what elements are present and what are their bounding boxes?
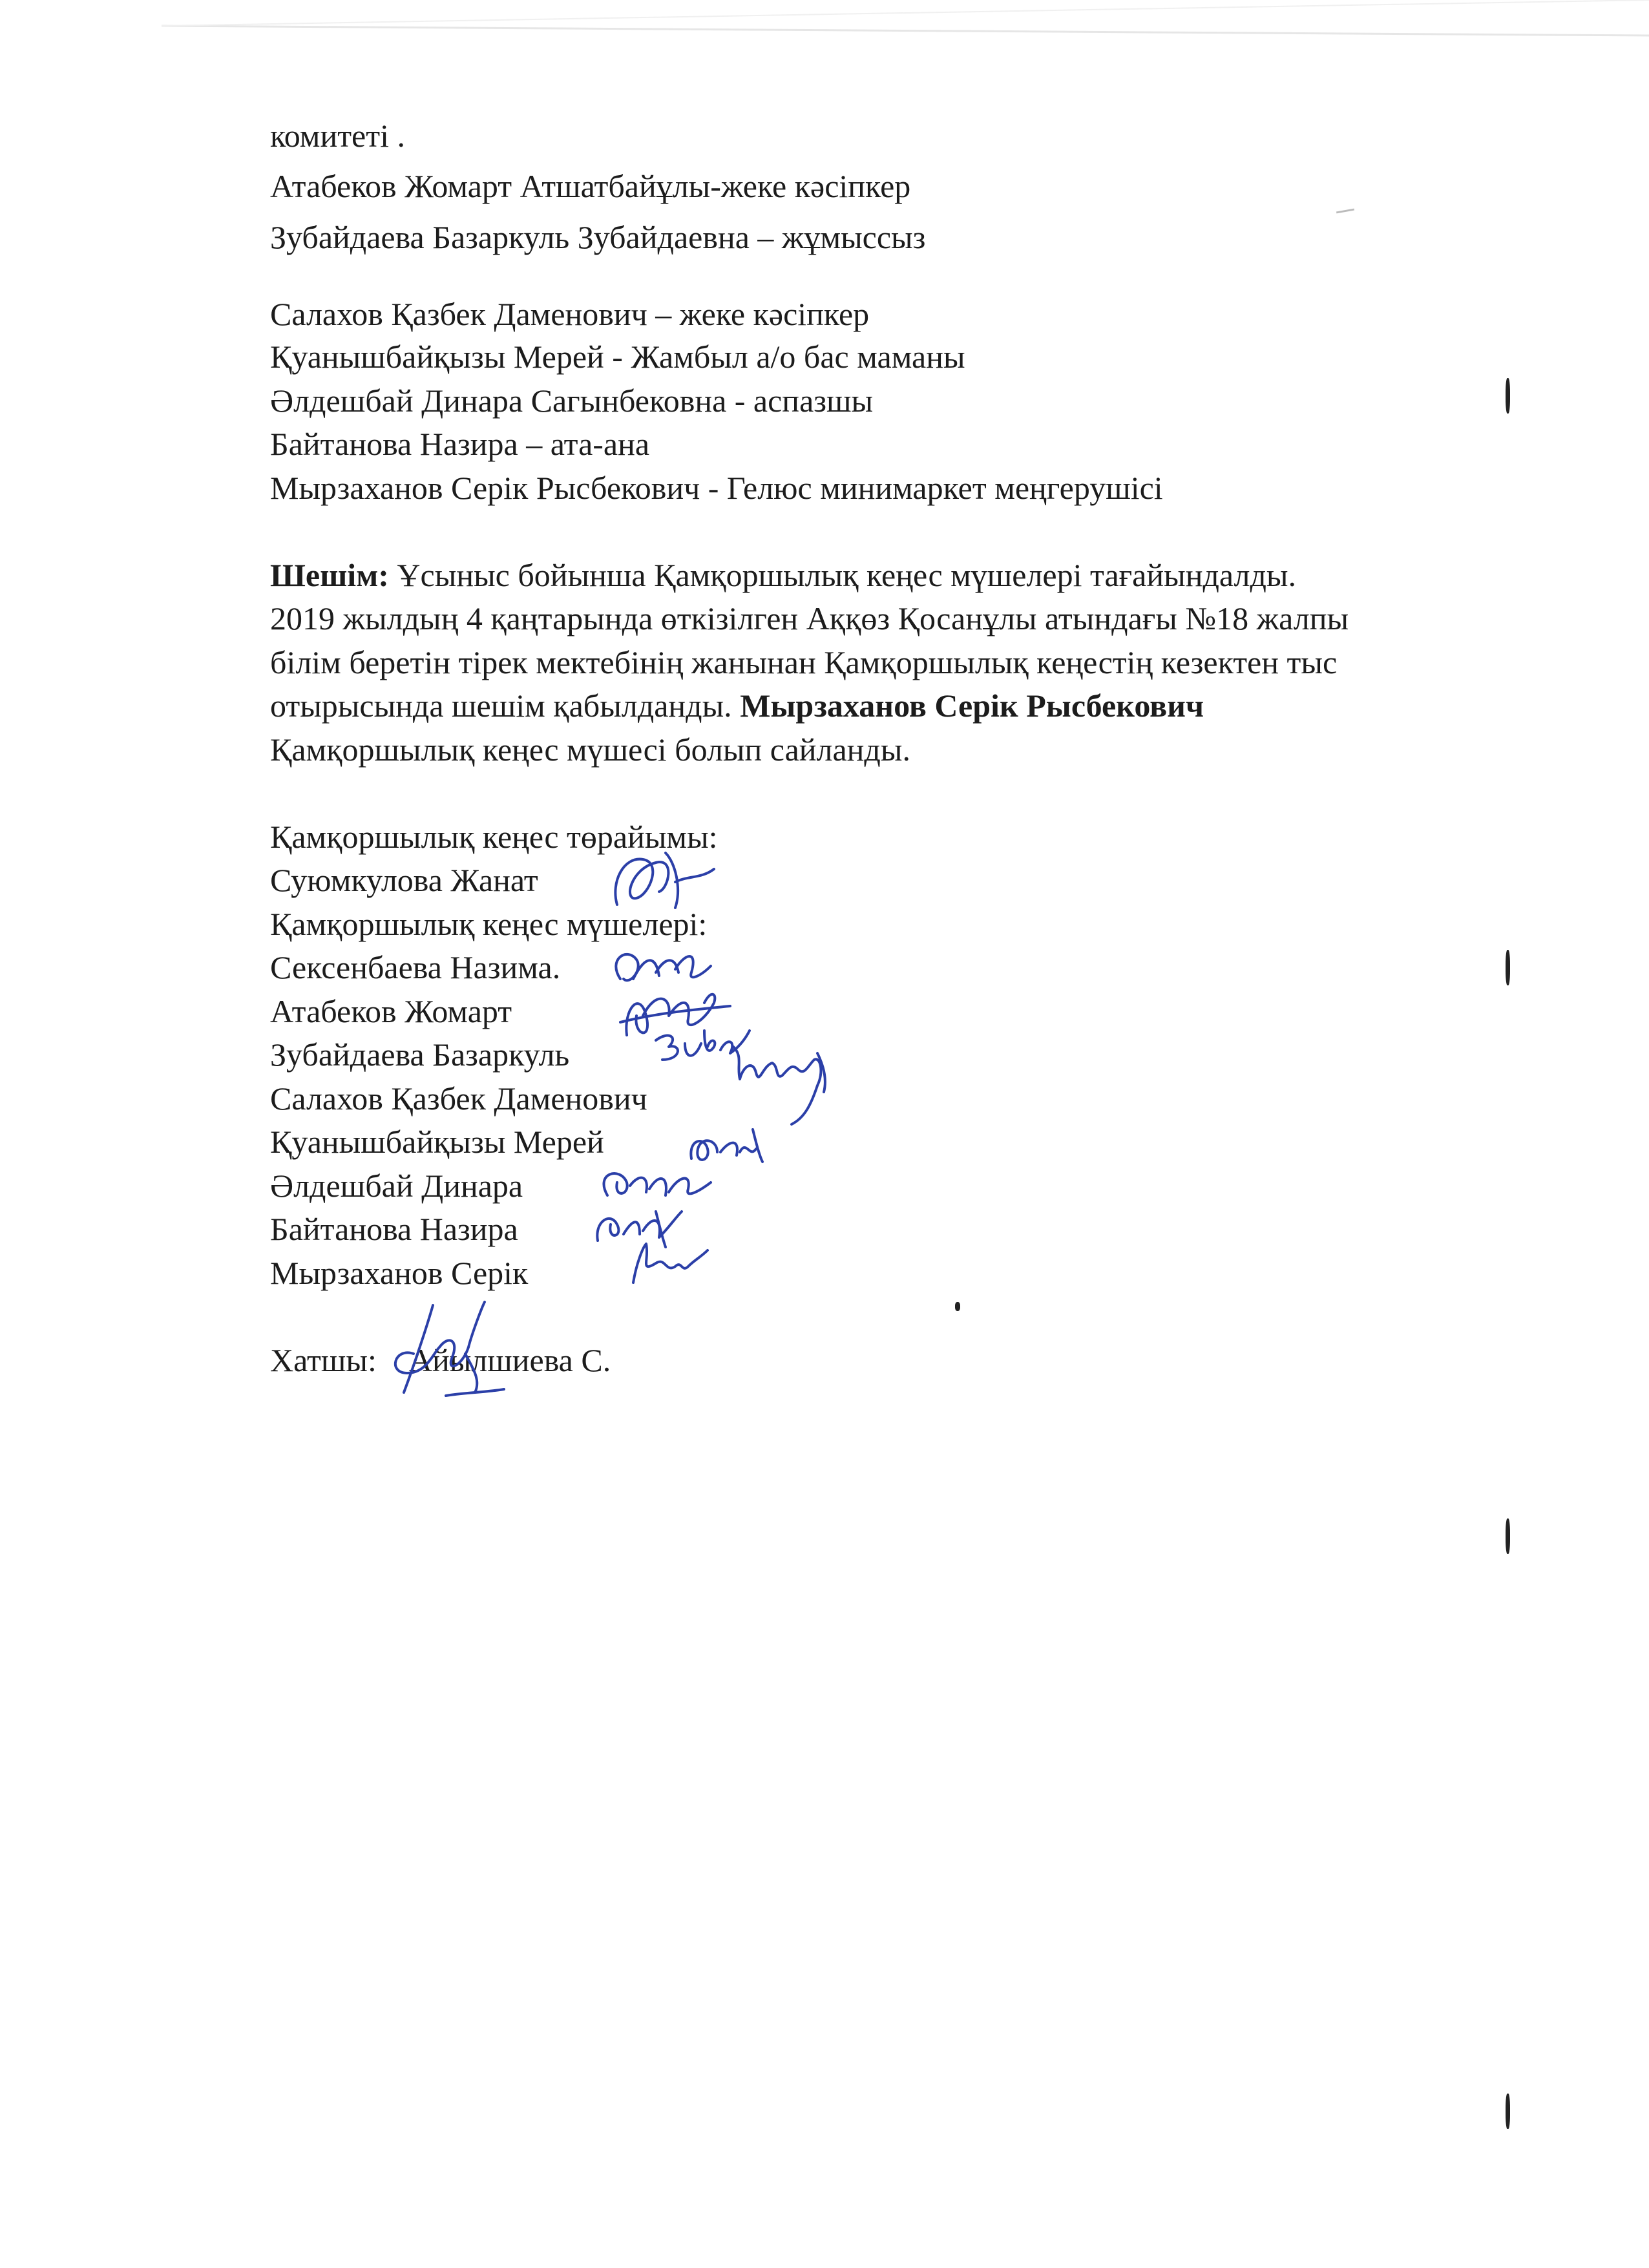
decision-line (270, 686, 1204, 725)
member-line: Салахов Қазбек Даменович – жеке кәсіпкер (270, 296, 870, 332)
signatory-name: Атабеков Жомарт (270, 993, 512, 1029)
chair-heading: Қамқоршылық кеңес төрайымы: (270, 819, 718, 855)
member-line: Әлдешбай Динара Сагынбековна - аспазшы (270, 383, 874, 419)
decision-line: Қамқоршылық кеңес мүшесі болып сайланды. (270, 731, 910, 768)
signature-secretary (368, 1296, 510, 1405)
signatory-name: Салахов Қазбек Даменович (270, 1080, 647, 1117)
members-heading: Қамқоршылық кеңес мүшелері: (270, 906, 708, 942)
signatory-name: Әлдешбай Динара (270, 1168, 523, 1204)
signatory-name: Зубайдаева Базаркуль (270, 1036, 570, 1073)
signatory-name: Сексенбаева Назима. (270, 949, 561, 985)
member-line: Мырзаханов Серік Рысбекович - Гелюс минимаркет меңгерушісі (270, 470, 1163, 506)
decision-line (270, 556, 1296, 594)
text-line: Зубайдаева Базаркуль Зубайдаевна – жұмыссыз (270, 219, 926, 255)
member-line: Байтанова Назира – ата-ана (270, 426, 650, 462)
decision-line: білім беретін тірек мектебінің жанынан Қамқоршылық кеңестің кезектен тыс (270, 644, 1338, 680)
signatory-name: Мырзаханов Серік (270, 1255, 529, 1291)
signature-myrzakhanov (620, 1234, 717, 1292)
text-line: комитеті . (270, 118, 405, 154)
chair-name: Суюмкулова Жанат (270, 862, 538, 898)
stray-mark (1336, 209, 1354, 214)
signatory-name: Қуанышбайқызы Мерей (270, 1124, 604, 1160)
decision-label: Шешім: (270, 557, 389, 593)
margin-mark (1506, 950, 1510, 985)
secretary-label: Хатшы: (270, 1342, 377, 1378)
secretary-name: Айылшиева С. (408, 1342, 611, 1378)
margin-mark (1506, 1518, 1510, 1554)
decision-text: Ұсыныс бойынша Қамқоршылық кеңес мүшелері тағайындалды. (388, 557, 1297, 593)
signatory-name: Байтанова Назира (270, 1211, 518, 1247)
elected-member-name: Мырзаханов Серік Рысбекович (740, 688, 1204, 724)
signature-chair (604, 843, 727, 921)
text-line: Атабеков Жомарт Атшатбайұлы-жеке кәсіпкер (270, 168, 911, 204)
decision-line: 2019 жылдың 4 қаңтарында өткізілген Аққөз Қосанұлы атындағы №18 жалпы (270, 600, 1349, 636)
margin-mark (1506, 378, 1510, 414)
member-line: Қуанышбайқызы Мерей - Жамбыл а/о бас маманы (270, 339, 965, 375)
margin-mark (1506, 2094, 1510, 2129)
ink-dot (955, 1302, 960, 1311)
decision-text: отырысында шешім қабылданды. (270, 688, 740, 724)
